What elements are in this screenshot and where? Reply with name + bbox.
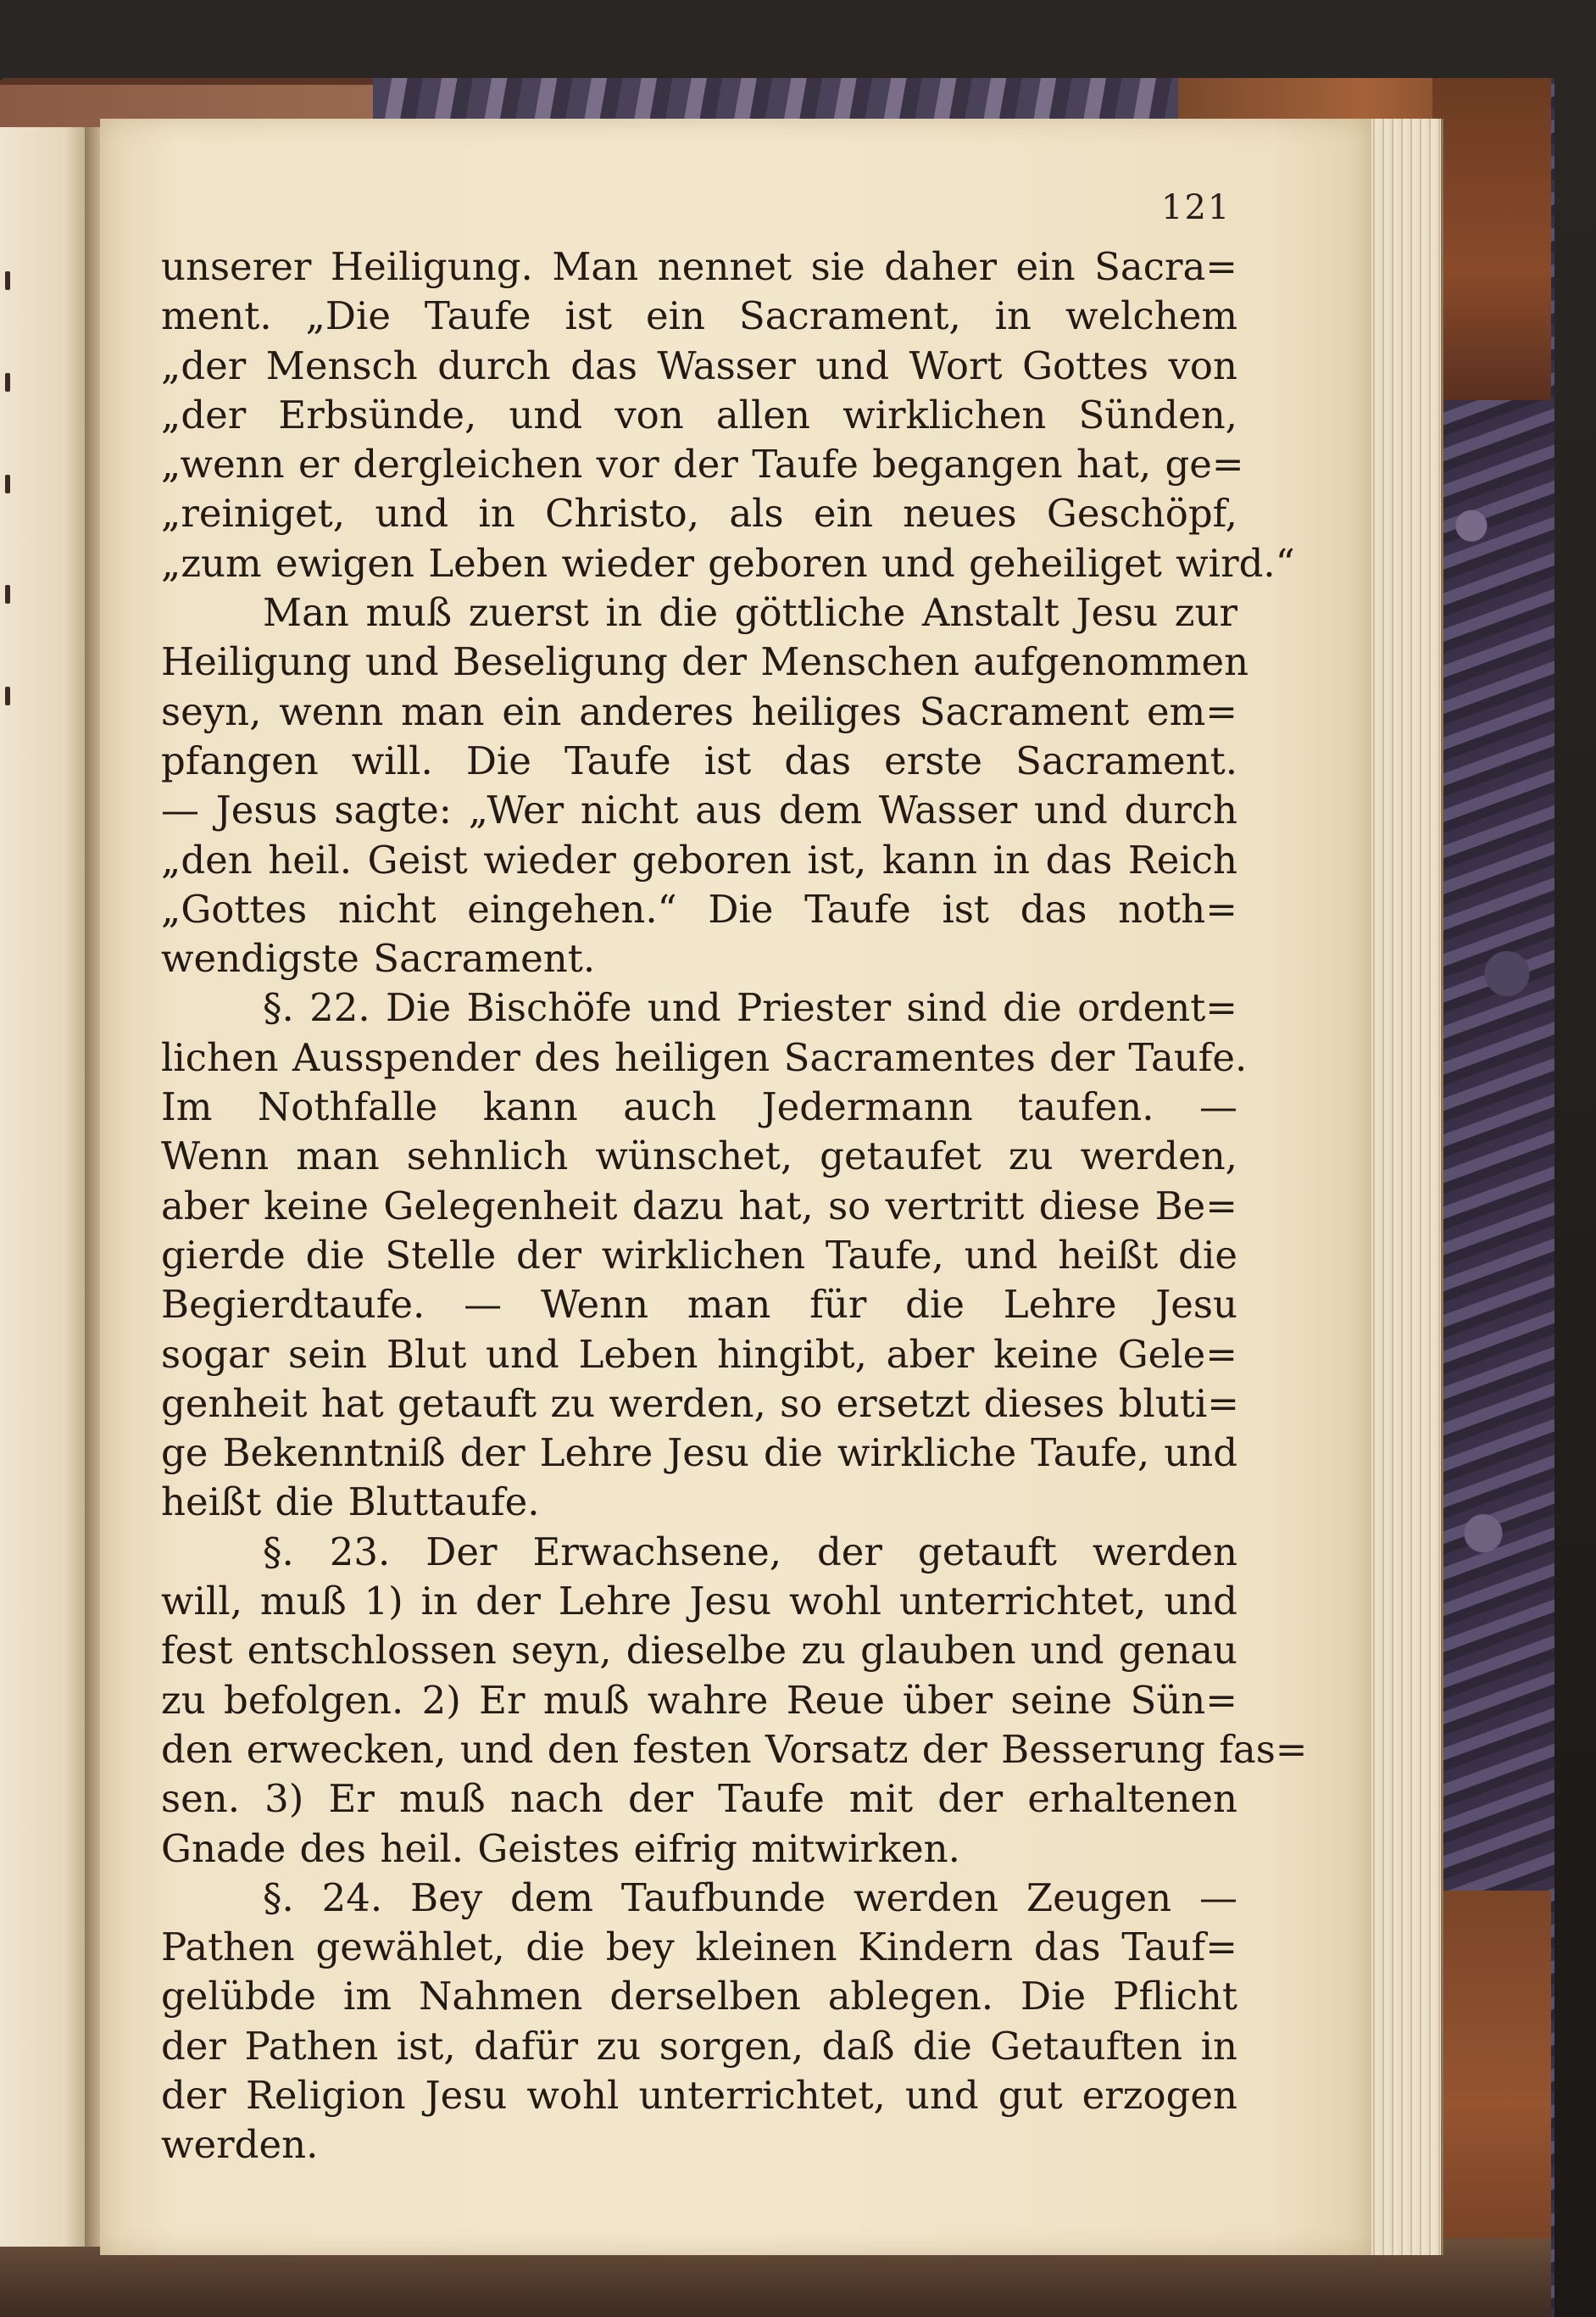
text-line: §. 23. Der Erwachsene, der getauft werden [263,1529,1237,1574]
text-line: Heiligung und Beseligung der Menschen aufgenommen [161,639,1249,685]
facing-page-mark [5,687,10,705]
text-line: gelübde im Nahmen derselben ablegen. Die Pflicht [161,1974,1237,2019]
text-line: Wenn man sehnlich wünschet, getaufet zu werden, [161,1133,1237,1179]
text-line: „den heil. Geist wieder geboren ist, kann in das Reich [161,837,1237,883]
text-line: Man muß zuerst in die göttliche Anstalt Jesu zur [263,590,1237,636]
text-line: Im Nothfalle kann auch Jedermann taufen. — [161,1084,1237,1130]
text-line: „Gottes nicht eingehen.“ Die Taufe ist das noth= [161,886,1237,932]
text-line: „reiniget, und in Christo, als ein neues Geschöpf, [161,491,1237,537]
text-line: pfangen will. Die Taufe ist das erste Sacrament. [161,738,1237,783]
text-line: den erwecken, und den festen Vorsatz der Besserung fas= [161,1726,1308,1772]
text-line: „der Mensch durch das Wasser und Wort Gottes von [161,343,1237,388]
text-line: sogar sein Blut und Leben hingibt, aber keine Gele= [161,1331,1237,1377]
text-line: lichen Ausspender des heiligen Sacramentes der Taufe. [161,1034,1248,1080]
facing-page [0,127,92,2247]
text-line: der Religion Jesu wohl unterrichtet, und gut erzogen [161,2072,1237,2118]
text-line: ge Bekenntniß der Lehre Jesu die wirkliche Taufe, und [161,1430,1237,1476]
text-line: „der Erbsünde, und von allen wirklichen Sünden, [161,392,1237,437]
text-line: ment. „Die Taufe ist ein Sacrament, in welchem [161,293,1237,339]
page-edges [1360,119,1443,2255]
text-line: §. 24. Bey dem Taufbunde werden Zeugen — [263,1874,1237,1920]
text-line: der Pathen ist, dafür zu sorgen, daß die Getauften in [161,2023,1237,2069]
text-line: §. 22. Die Bischöfe und Priester sind die ordent= [263,985,1237,1031]
text-line: „zum ewigen Leben wieder geboren und geheiliget wird.“ [161,540,1295,586]
text-line: werden. [161,2122,319,2168]
facing-page-mark [5,271,10,290]
text-line: wendigste Sacrament. [161,936,596,982]
text-line: seyn, wenn man ein anderes heiliges Sacrament em= [161,688,1237,734]
text-line: zu befolgen. 2) Er muß wahre Reue über seine Sün= [161,1677,1237,1723]
facing-page-mark [5,475,10,493]
text-line: Pathen gewählet, die bey kleinen Kindern das Tauf= [161,1924,1237,1970]
text-line: Gnade des heil. Geistes eifrig mitwirken. [161,1825,960,1871]
text-line: aber keine Gelegenheit dazu hat, so vertritt diese Be= [161,1183,1237,1228]
text-line: „wenn er dergleichen vor der Taufe begangen hat, ge= [161,442,1244,487]
facing-page-mark [5,585,10,604]
text-line: heißt die Bluttaufe. [161,1479,540,1525]
facing-page-mark [5,373,10,392]
text-line: — Jesus sagte: „Wer nicht aus dem Wasser und durch [161,788,1237,833]
leather-corner-top-right [1432,78,1551,400]
page-text [161,242,1308,2170]
text-line: gierde die Stelle der wirklichen Taufe, und heißt die [161,1232,1237,1278]
text-line: will, muß 1) in der Lehre Jesu wohl unterrichtet, und [161,1579,1237,1624]
text-line: genheit hat getauft zu werden, so ersetzt dieses bluti= [161,1380,1239,1426]
text-line: unserer Heiligung. Man nennet sie daher ein Sacra= [161,244,1237,289]
text-line: fest entschlossen seyn, dieselbe zu glauben und genau [161,1628,1237,1674]
text-line: sen. 3) Er muß nach der Taufe mit der erhaltenen [161,1776,1237,1822]
text-line: Begierdtaufe. — Wenn man für die Lehre Jesu [161,1282,1237,1328]
page-number: 121 [1161,188,1232,227]
